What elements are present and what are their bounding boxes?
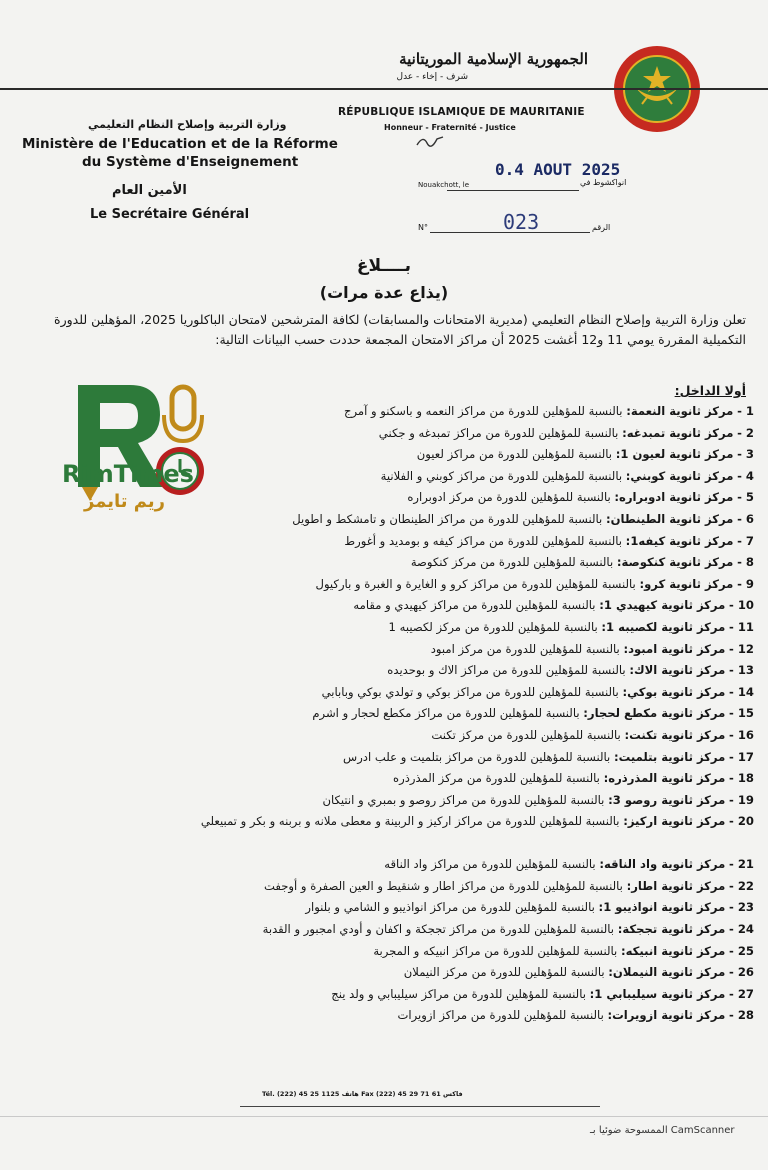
center-name: مركز ثانوية المذرذره: xyxy=(603,771,726,786)
number-label: N° xyxy=(418,223,428,232)
intro-paragraph: تعلن وزارة التربية وإصلاح النظام التعليمي (مديرية الامتحانات والمسابقات) لكافة المترشحين لامتحان الباكلوريا 2025، المؤهلين للدورة التكميلية المقررة يومي 11 و12 أغشت 2025 أن مراكز الامتحان المجمعة حددت حسب البيانات التالية: xyxy=(54,312,746,347)
center-name: مركز ثانوية كنكوصة: xyxy=(616,555,734,570)
list-item xyxy=(14,919,754,941)
center-details: بالنسبة للمؤهلين للدورة من مركز تكنت xyxy=(431,727,621,742)
center-details: بالنسبة للمؤهلين للدورة من مراكز لعيون xyxy=(416,447,612,462)
list-item xyxy=(14,897,754,919)
list-item xyxy=(14,617,754,639)
center-details: بالنسبة للمؤهلين للدورة من مركز كنكوصة xyxy=(410,555,614,570)
item-number: 28 - xyxy=(729,1008,754,1023)
center-name: مركز ثانوية كيهيدي 1: xyxy=(599,598,726,613)
list-item xyxy=(14,790,754,812)
footer-divider xyxy=(240,1106,600,1107)
item-number: 10 - xyxy=(729,598,754,613)
center-details: بالنسبة للمؤهلين للدورة من مراكز كرو و الغايرة و الغبرة و باركيول xyxy=(315,576,636,591)
list-item xyxy=(14,768,754,790)
center-details: بالنسبة للمؤهلين للدورة من مراكز مكطع لحجار و اشرم xyxy=(312,706,580,721)
center-details: بالنسبة للمؤهلين للدورة من مراكز اطار و شنقيط و العين الصفرة و أوجفت xyxy=(263,878,623,893)
center-name: مركز ثانوية اركيز: xyxy=(623,814,726,829)
center-details: بالنسبة للمؤهلين للدورة من مراكز كيفه و بومديد و أغورط xyxy=(344,533,622,548)
item-number: 22 - xyxy=(729,878,754,893)
item-number: 21 - xyxy=(729,857,754,872)
item-number: 7 - xyxy=(737,533,754,548)
item-number: 13 - xyxy=(729,663,754,678)
center-name: مركز ثانوية الاك: xyxy=(629,663,726,678)
item-number: 16 - xyxy=(729,727,754,742)
list-item xyxy=(14,639,754,661)
item-number: 8 - xyxy=(737,555,754,570)
item-number: 4 - xyxy=(737,468,754,483)
center-name: مركز ثانوية النيملان: xyxy=(608,965,726,980)
republic-name-fr: RÉPUBLIQUE ISLAMIQUE DE MAURITANIE xyxy=(338,106,585,118)
list-item xyxy=(14,595,754,617)
list-item xyxy=(14,725,754,747)
item-number: 24 - xyxy=(729,922,754,937)
center-name: مركز ثانوية بتلميت: xyxy=(613,749,726,764)
list-item xyxy=(14,703,754,725)
item-number: 2 - xyxy=(737,425,754,440)
date-label: Nouakchott, le xyxy=(418,181,470,189)
center-name: مركز ثانوية لكصيبه 1: xyxy=(601,619,726,634)
list-item xyxy=(14,747,754,769)
item-number: 9 - xyxy=(737,576,754,591)
item-number: 27 - xyxy=(729,986,754,1001)
scanner-watermark: الممسوحة ضوئيا بـ CamScanner xyxy=(590,1125,735,1136)
center-name: مركز ثانوية الطينطان: xyxy=(605,511,734,526)
center-name: مركز ثانوية كوبني: xyxy=(625,468,734,483)
item-number: 18 - xyxy=(729,771,754,786)
center-details: بالنسبة للمؤهلين للدورة من مراكز الاك و بوحديده xyxy=(387,663,626,678)
center-name: مركز ثانوية بوكي: xyxy=(622,684,726,699)
item-number: 12 - xyxy=(729,641,754,656)
date-line xyxy=(447,190,579,191)
list-item xyxy=(14,962,754,984)
center-details: بالنسبة للمؤهلين للدورة من مراكز تججكة و اكفان و أودي امجبور و القدبة xyxy=(262,922,615,937)
center-name: مركز ثانوية تججكة: xyxy=(617,922,726,937)
center-details: بالنسبة للمؤهلين للدورة من مراكز بتلميت و علب ادرس xyxy=(343,749,611,764)
center-details: بالنسبة للمؤهلين للدورة من مركز المذرذره xyxy=(393,771,600,786)
center-name: مركز ثانوية تكنت: xyxy=(624,727,726,742)
item-number: 14 - xyxy=(729,684,754,699)
item-number: 23 - xyxy=(729,900,754,915)
republic-name-ar: الجمهورية الإسلامية الموريتانية xyxy=(399,50,588,68)
center-details: بالنسبة للمؤهلين للدورة من مراكز انواذيبو و الشامي و بلنوار xyxy=(305,900,595,915)
item-number: 15 - xyxy=(729,706,754,721)
center-name: مركز ثانوية انبيكه: xyxy=(620,943,726,958)
announcement-subtitle: (يذاع عدة مرات) xyxy=(319,283,449,302)
watermark-brand-en: RimTimes xyxy=(62,460,194,488)
center-details: بالنسبة للمؤهلين للدورة من مراكز كوبني و الفلانية xyxy=(380,468,623,483)
center-details: بالنسبة للمؤهلين للدورة من مركز لكصيبه 1 xyxy=(388,619,598,634)
center-details: بالنسبة للمؤهلين للدورة من مراكز واد الناقه xyxy=(384,857,596,872)
center-details: بالنسبة للمؤهلين للدورة من مراكز بوكي و تولدي بوكي وبابابي xyxy=(321,684,619,699)
secretary-general-fr: Le Secrétaire Général xyxy=(90,207,250,222)
center-name: مركز ثانوية واد الناقه: xyxy=(599,857,726,872)
list-item xyxy=(14,682,754,704)
list-item xyxy=(14,876,754,898)
list-item xyxy=(14,660,754,682)
center-details: بالنسبة للمؤهلين للدورة من مراكز سيليبابي و ولد ينج xyxy=(331,986,586,1001)
watermark-brand-ar: ريم تايمز xyxy=(84,491,166,512)
reference-number: 023 xyxy=(503,210,540,234)
contact-footer: Tél. (222) 45 25 1125 هاتف Fax (222) 45 29 71 61 فاكس xyxy=(262,1090,463,1098)
item-number: 19 - xyxy=(729,792,754,807)
list-item xyxy=(14,984,754,1006)
list-item xyxy=(14,854,754,876)
list-item xyxy=(14,552,754,574)
center-details: بالنسبة للمؤهلين للدورة من مركز امبود xyxy=(430,641,620,656)
center-details: بالنسبة للمؤهلين للدورة من مراكز روصو و بمبري و انتيكان xyxy=(322,792,605,807)
center-name: مركز ثانوية كيفه1: xyxy=(625,533,734,548)
motto-ar: شرف - إخاء - عدل xyxy=(396,72,468,82)
list-item xyxy=(14,574,754,596)
number-label-ar: الرقم xyxy=(592,223,611,232)
list-item xyxy=(14,811,754,854)
list-item xyxy=(14,1005,754,1027)
center-name: مركز ثانوية تمبدغه: xyxy=(622,425,734,440)
center-name: مركز ثانوية سيليبابي 1: xyxy=(589,986,726,1001)
item-number: 1 - xyxy=(737,404,754,418)
center-name: مركز ثانوية النعمة: xyxy=(626,404,734,418)
date-stamp: 0.4 AOUT 2025 xyxy=(495,160,621,179)
center-details: بالنسبة للمؤهلين للدورة من مراكز النعمه و باسكنو و آمرج xyxy=(344,404,623,418)
section-heading: أولا الداخل: xyxy=(674,383,746,398)
item-number: 11 - xyxy=(729,619,754,634)
center-details: بالنسبة للمؤهلين للدورة من مراكز تمبدغه و جكني xyxy=(378,425,619,440)
center-details: بالنسبة للمؤهلين للدورة من مراكز اركيز و الربينة و معطى ملانه و بربنه و بكر و تمبيعلي xyxy=(200,814,620,829)
center-name: مركز ثانوية روصو 3: xyxy=(608,792,726,807)
center-details: بالنسبة للمؤهلين للدورة من مراكز ازويرات xyxy=(397,1008,604,1023)
ministry-name-fr-line2: du Système d'Enseignement xyxy=(82,154,299,170)
signature-mark-icon xyxy=(415,133,445,149)
center-details: بالنسبة للمؤهلين للدورة من مراكز انبيكه و المجربة xyxy=(373,943,618,958)
ministry-name-ar: وزارة التربية وإصلاح النظام التعليمي xyxy=(88,118,287,131)
item-number: 3 - xyxy=(737,447,754,462)
ministry-name-fr-line1: Ministère de l'Education et de la Réforme xyxy=(22,136,338,152)
center-name: مركز ثانوية انواذيبو 1: xyxy=(598,900,726,915)
header-divider xyxy=(0,88,768,90)
item-number: 25 - xyxy=(729,943,754,958)
list-item xyxy=(14,941,754,963)
item-number: 5 - xyxy=(737,490,754,505)
center-name: مركز ثانوية ادوبراره: xyxy=(614,490,734,505)
announcement-title: بــــلاغ xyxy=(356,256,412,276)
center-name: مركز ثانوية اطار: xyxy=(626,878,726,893)
motto-fr: Honneur - Fraternité - Justice xyxy=(384,123,516,132)
item-number: 6 - xyxy=(737,511,754,526)
center-name: مركز ثانوية مكطع لحجار: xyxy=(583,706,726,721)
secretary-general-ar: الأمين العام xyxy=(112,183,187,198)
center-details: بالنسبة للمؤهلين للدورة من مراكز الطينطان و تامشكط و اطويل xyxy=(292,511,603,526)
center-details: بالنسبة للمؤهلين للدورة من مركز ادوبراره xyxy=(407,490,611,505)
item-number: 17 - xyxy=(729,749,754,764)
center-details: بالنسبة للمؤهلين للدورة من مركز النيملان xyxy=(403,965,605,980)
item-number: 26 - xyxy=(729,965,754,980)
center-name: مركز ثانوية كرو: xyxy=(639,576,734,591)
center-name: مركز ثانوية ازويرات: xyxy=(607,1008,726,1023)
center-name: مركز ثانوية امبود: xyxy=(623,641,726,656)
date-label-ar: انواكشوط في xyxy=(580,178,627,187)
scanner-divider xyxy=(0,1116,768,1117)
center-name: مركز ثانوية لعيون 1: xyxy=(615,447,734,462)
center-details: بالنسبة للمؤهلين للدورة من مراكز كيهيدي و مقامه xyxy=(353,598,596,613)
item-number: 20 - xyxy=(729,814,754,829)
